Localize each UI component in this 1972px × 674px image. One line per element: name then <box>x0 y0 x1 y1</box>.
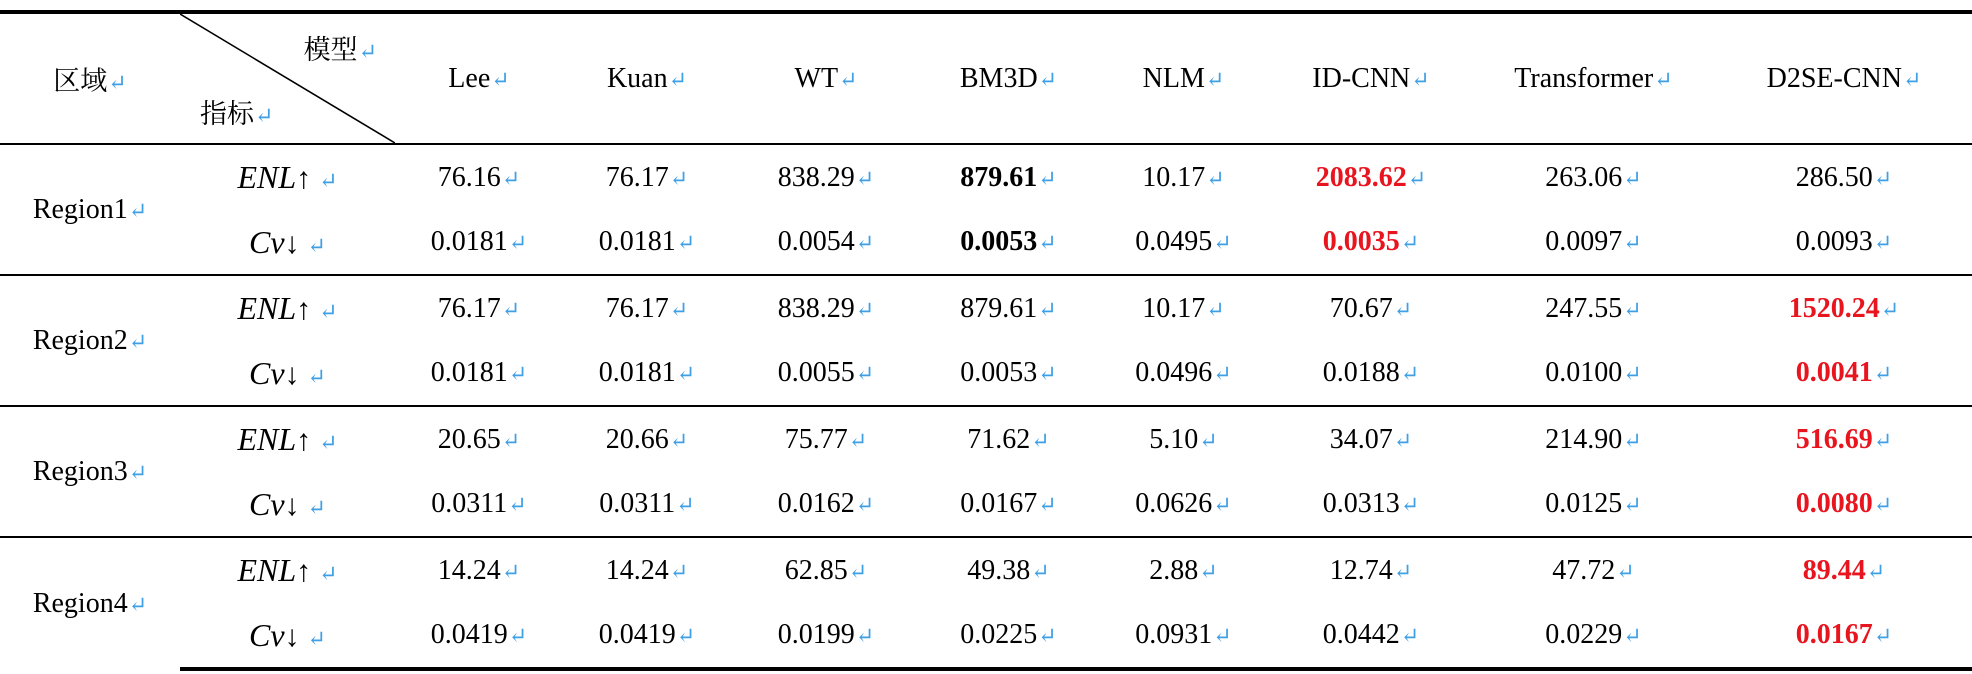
cell: 0.0167↵ <box>1716 603 1972 669</box>
cell: 71.62↵ <box>921 406 1096 472</box>
model-header-lee: Lee↵ <box>395 12 563 144</box>
cell: 2.88↵ <box>1096 537 1271 603</box>
cell: 286.50↵ <box>1795 161 1893 193</box>
metric-header: 指标↵ <box>200 99 274 130</box>
metric-enl: ENL↑ ↵ <box>237 159 338 195</box>
cell: 0.0093↵ <box>1795 226 1893 257</box>
cell: 838.29↵ <box>731 275 921 341</box>
table-row <box>0 210 1972 275</box>
model-header-transformer: Transformer↵ <box>1471 12 1716 144</box>
cell: 14.24↵ <box>563 537 731 603</box>
region-label: Region4↵ <box>0 537 180 669</box>
metric-enl: ENL↑ ↵ <box>180 275 395 341</box>
model-header-d2se-cnn: D2SE-CNN↵ <box>1716 12 1972 144</box>
metric-enl: ENL↑ ↵ <box>180 406 395 472</box>
metric-cv: Cv↓ ↵ <box>249 223 326 260</box>
table-row <box>0 406 1972 472</box>
region1-group <box>0 144 1972 275</box>
table-row <box>0 275 1972 341</box>
cell: 47.72↵ <box>1471 537 1716 603</box>
cell: 0.0080↵ <box>1795 488 1893 519</box>
cell: 0.0419↵ <box>395 603 563 669</box>
region2-group <box>0 275 1972 406</box>
cell: 10.17↵ <box>1142 161 1225 193</box>
cell: 0.0181↵ <box>430 357 528 388</box>
model-header-wt: WT↵ <box>731 12 921 144</box>
metric-cv: Cv↓ ↵ <box>249 485 326 522</box>
model-header-nlm: NLM↵ <box>1096 12 1271 144</box>
cell: 75.77↵ <box>731 406 921 472</box>
cell: 0.0055↵ <box>777 357 875 388</box>
cell: 0.0100↵ <box>1545 357 1642 388</box>
cell: 0.0162↵ <box>777 488 875 519</box>
region4-group <box>0 537 1972 669</box>
cell: 0.0125↵ <box>1545 488 1642 519</box>
region-label: Region2↵ <box>0 275 180 406</box>
cell: 0.0181↵ <box>598 226 696 257</box>
cell: 49.38↵ <box>921 537 1096 603</box>
cell: 0.0053↵ <box>960 357 1057 388</box>
table-row <box>0 603 1972 669</box>
region-label: Region3↵ <box>0 406 180 537</box>
model-header-kuan: Kuan↵ <box>563 12 731 144</box>
results-table <box>0 10 1972 671</box>
table-row <box>0 472 1972 537</box>
model-header-bm3d: BM3D↵ <box>921 12 1096 144</box>
cell: 12.74↵ <box>1271 537 1471 603</box>
cell: 0.0097↵ <box>1545 226 1642 257</box>
metric-cv: Cv↓ ↵ <box>180 603 395 669</box>
cell: 0.0225↵ <box>921 603 1096 669</box>
cell: 0.0199↵ <box>731 603 921 669</box>
cell: 2083.62↵ <box>1315 161 1427 193</box>
cell: 0.0181↵ <box>430 226 528 257</box>
model-header: 模型↵ <box>303 35 377 66</box>
cell: 0.0035↵ <box>1322 226 1420 257</box>
cell: 5.10↵ <box>1096 406 1271 472</box>
cell: 20.66↵ <box>563 406 731 472</box>
table-row <box>0 537 1972 603</box>
cell: 0.0041↵ <box>1795 357 1893 388</box>
cell: 0.0931↵ <box>1096 603 1271 669</box>
region-label: Region1↵ <box>32 193 148 225</box>
cell: 879.61↵ <box>960 161 1057 193</box>
cell: 247.55↵ <box>1471 275 1716 341</box>
cell: 516.69↵ <box>1716 406 1972 472</box>
cell: 62.85↵ <box>731 537 921 603</box>
cell: 0.0311↵ <box>431 488 527 519</box>
region3-group <box>0 406 1972 537</box>
cell: 76.17↵ <box>605 161 689 193</box>
cell: 0.0229↵ <box>1471 603 1716 669</box>
region-header: 区域↵ <box>0 12 180 144</box>
metric-cv: Cv↓ ↵ <box>249 354 326 391</box>
table-row <box>0 144 1972 210</box>
cell: 0.0626↵ <box>1135 488 1232 519</box>
model-header-id-cnn: ID-CNN↵ <box>1271 12 1471 144</box>
cell: 879.61↵ <box>921 275 1096 341</box>
cell: 0.0181↵ <box>598 357 696 388</box>
cell: 10.17↵ <box>1096 275 1271 341</box>
cell: 0.0495↵ <box>1135 226 1232 257</box>
cell: 214.90↵ <box>1471 406 1716 472</box>
cell: 20.65↵ <box>395 406 563 472</box>
cell: 0.0188↵ <box>1322 357 1420 388</box>
cell: 0.0313↵ <box>1322 488 1420 519</box>
cell: 34.07↵ <box>1271 406 1471 472</box>
cell: 1520.24↵ <box>1716 275 1972 341</box>
cell: 70.67↵ <box>1271 275 1471 341</box>
cell: 89.44↵ <box>1716 537 1972 603</box>
cell: 0.0311↵ <box>599 488 695 519</box>
metric-enl: ENL↑ ↵ <box>180 537 395 603</box>
cell: 14.24↵ <box>395 537 563 603</box>
table-row <box>0 341 1972 406</box>
header-row <box>0 12 1972 144</box>
cell: 76.16↵ <box>437 161 521 193</box>
cell: 0.0442↵ <box>1271 603 1471 669</box>
cell: 0.0054↵ <box>777 226 875 257</box>
cell: 76.17↵ <box>395 275 563 341</box>
cell: 838.29↵ <box>777 161 875 193</box>
cell: 0.0419↵ <box>563 603 731 669</box>
cell: 0.0053↵ <box>960 226 1057 257</box>
cell: 0.0496↵ <box>1135 357 1232 388</box>
diagonal-header-cell <box>180 12 395 144</box>
cell: 263.06↵ <box>1545 161 1642 193</box>
cell: 76.17↵ <box>563 275 731 341</box>
cell: 0.0167↵ <box>960 488 1057 519</box>
